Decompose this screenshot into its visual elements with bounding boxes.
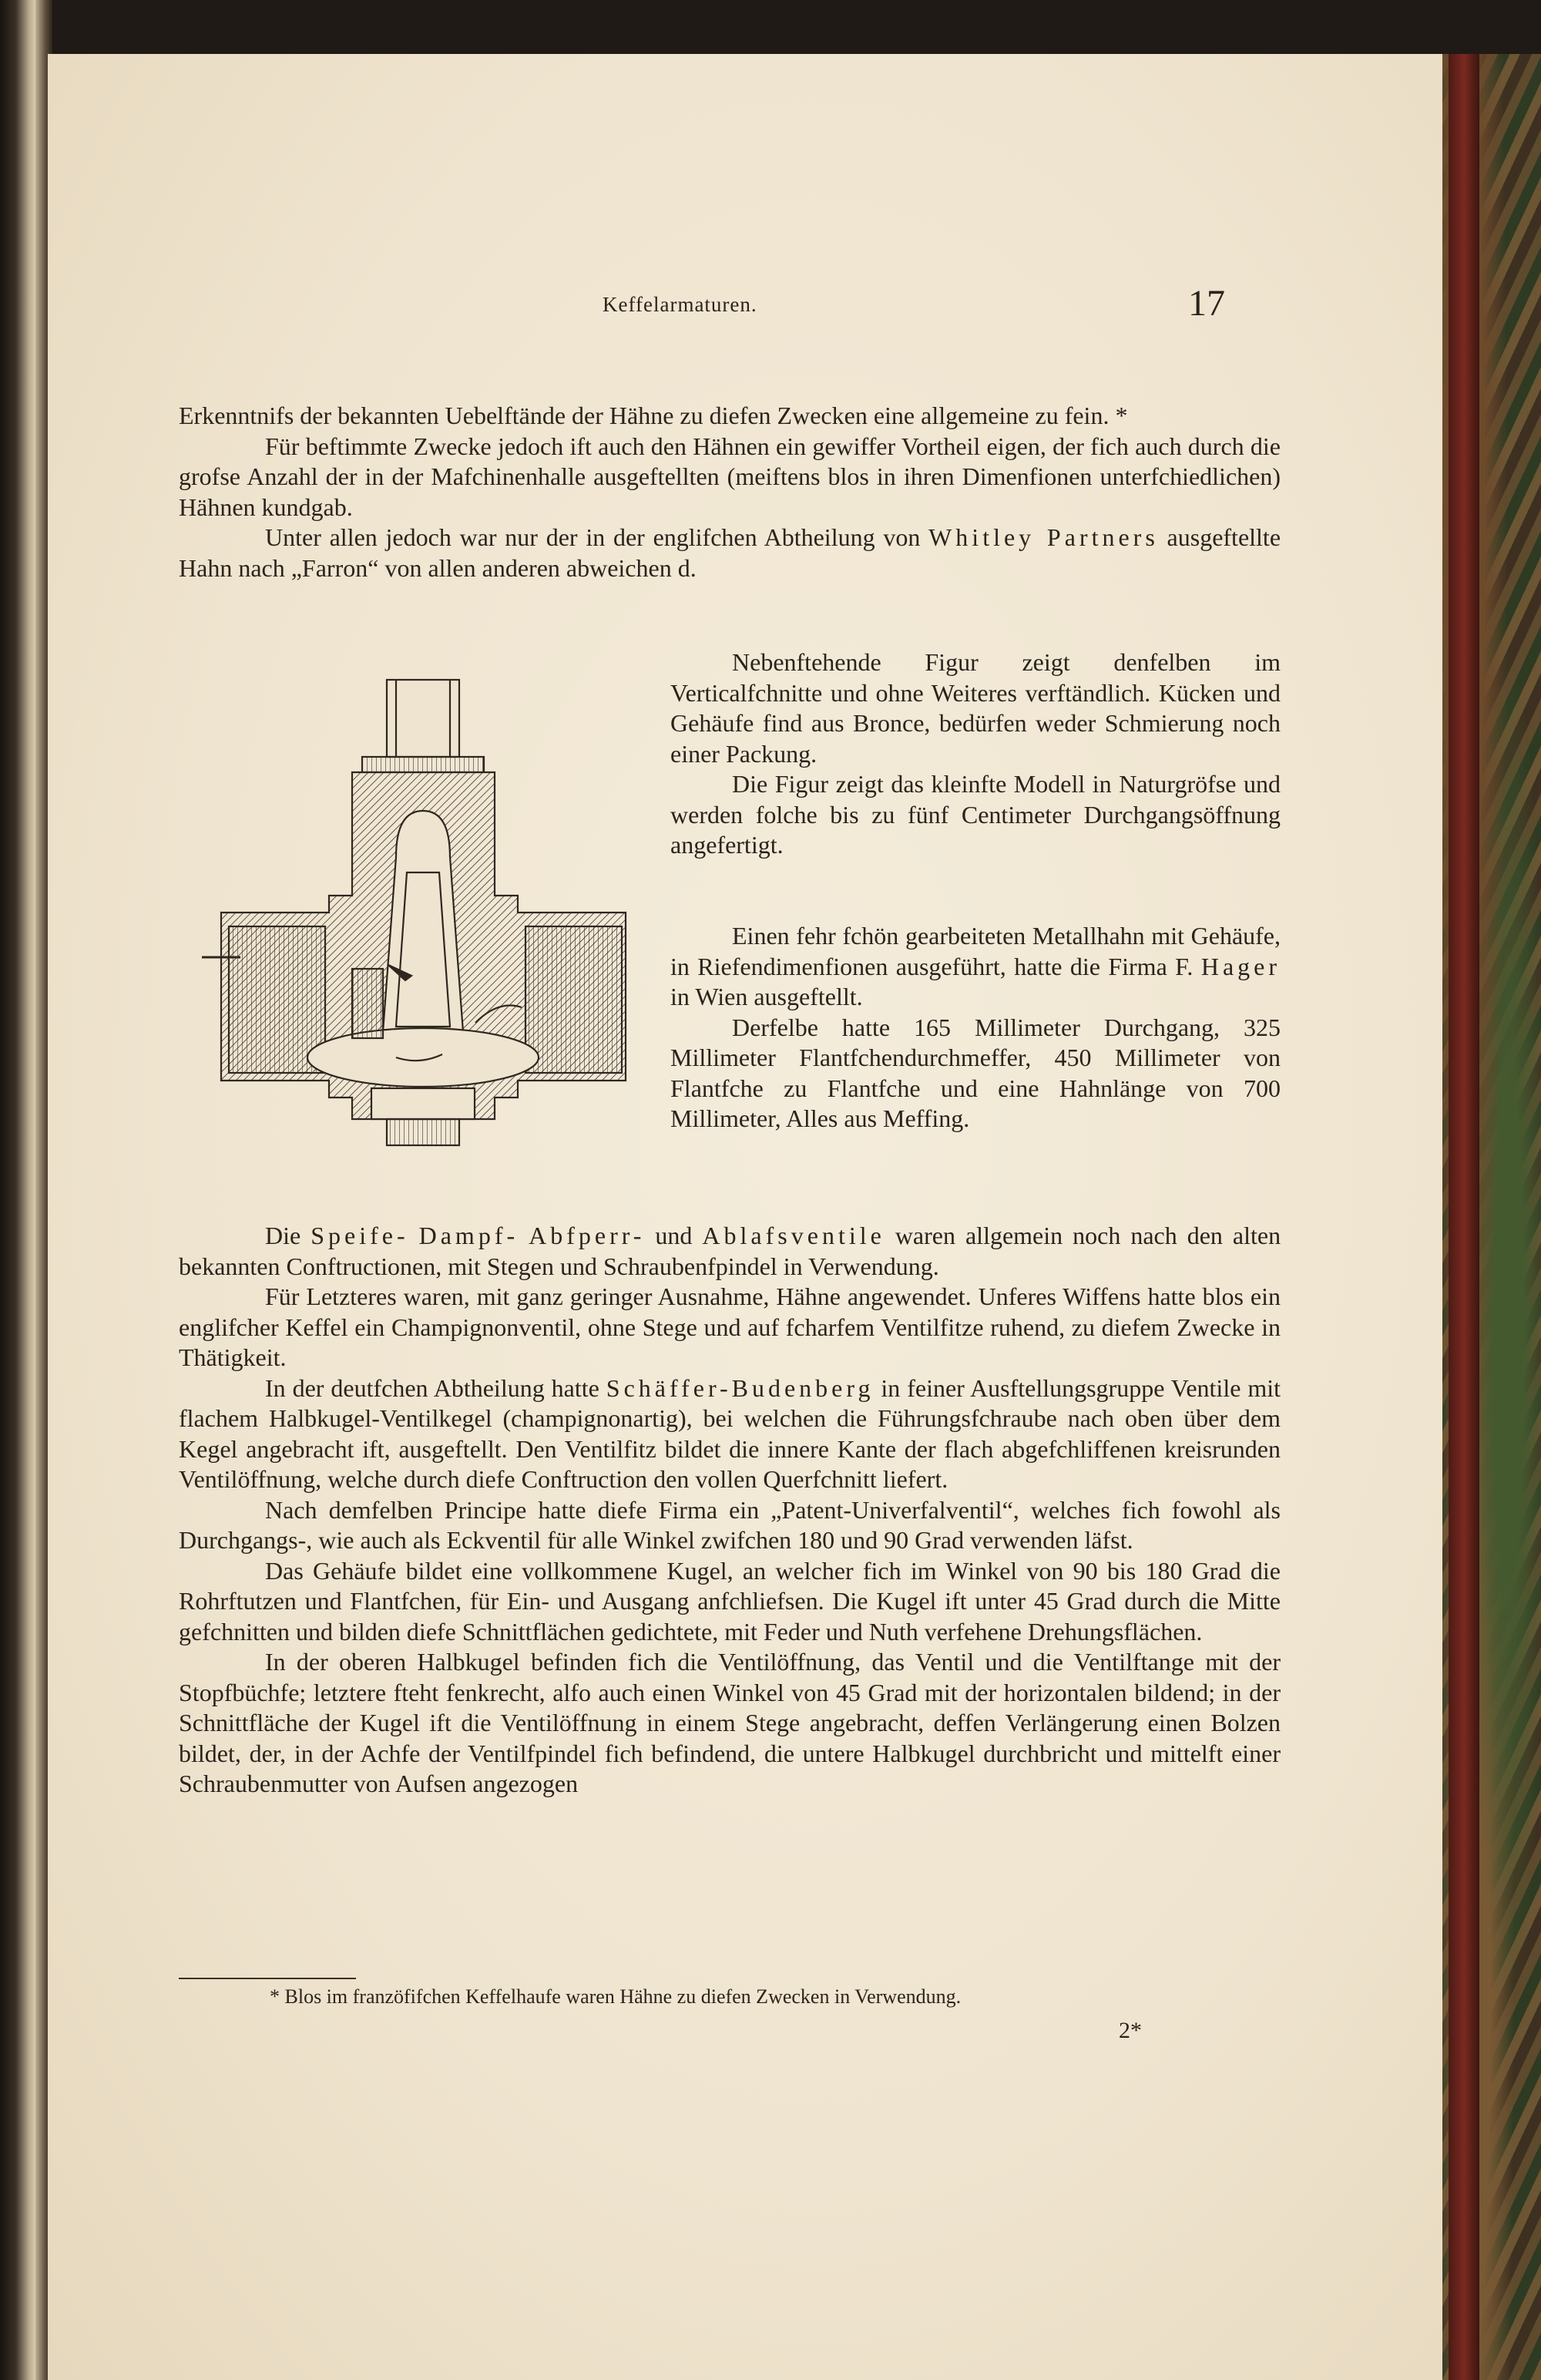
paragraph (179, 523, 1281, 583)
text-run: ausgeftellte Hahn nach „Farron“ von allen anderen abweichen d. (179, 523, 1281, 582)
term: Speife- (311, 1222, 409, 1249)
book-page (48, 54, 1442, 2380)
paragraph (670, 921, 1281, 1013)
paragraph: Die Figur zeigt das kleinfte Modell in Naturgröfse und werden folche bis zu fünf Centimeter Durchgangsöffnung angefertigt. (670, 770, 1281, 859)
paragraph (179, 1373, 1281, 1495)
text-run: in feiner Ausftellungsgruppe Ventile mit flachem Halbkugel-Ventilkegel (champignonartig), bei welchen die Führungsfchraube nach oben über dem Kegel angebracht ift, ausgeftellt. Den Ventilfitz bildet die innere Kante der flach abgefchliffenen kreisrunden Ventilöffnung, welche durch diefe Conftruction den vollen Querfchnitt liefert. (179, 1373, 1281, 1493)
paragraph: Für beftimmte Zwecke jedoch ift auch den Hähnen ein gewiffer Vortheil eigen, der fich auch durch die grofse Anzahl der in der Mafchinenhalle ausgeftellten (meiftens blos in ihren Dimenfionen unterfchiedlichen) Hähnen kundgab. (179, 432, 1281, 521)
left-page-edge (0, 0, 35, 2380)
text-run: In der deutfchen Abtheilung hatte (265, 1373, 599, 1402)
company-name: Schäffer-Budenberg (606, 1373, 875, 1402)
running-head: Keffelarmaturen. (603, 293, 757, 316)
text-run: in Wien ausgeftellt. (670, 983, 863, 1010)
term: Abfperr- (529, 1222, 646, 1249)
text-run: Einen fehr fchön gearbeiteten Metallhahn mit Gehäufe, in Riefendimenfionen ausgeführt, hatte die Firma F. (670, 922, 1281, 980)
term: Ablafsventile (702, 1222, 885, 1249)
right-column-text-1 (670, 647, 1281, 861)
paragraph: Nebenftehende Figur zeigt denfelben im Verticalfchnitte und ohne Weiteres verftändlich. Kücken und Gehäufe find aus Bronce, bedürfen weder Schmierung noch einer Packung. (670, 648, 1281, 768)
paragraph: Erkenntnifs der bekannten Uebelftände der Hähne zu diefen Zwecken eine allgemeine zu fein. * (179, 402, 1128, 429)
body-text-top (179, 401, 1281, 583)
text-run: waren allgemein noch nach den alten bekannten Conftructionen, mit Stegen und Schraubenfpindel in Verwendung. (179, 1222, 1281, 1280)
valve-cross-section-figure (186, 626, 649, 1150)
text-run: Unter allen jedoch war nur der in der englifchen Abtheilung von (265, 523, 921, 551)
text-run: Die (265, 1222, 301, 1249)
company-name: Whitley Partners (928, 523, 1159, 551)
red-binding-strip (1449, 54, 1479, 2380)
footnote-rule (179, 1978, 356, 1979)
body-text-bottom (179, 1221, 1281, 1800)
paragraph: In der oberen Halbkugel befinden fich die Ventilöffnung, das Ventil und die Ventilftange mit der Stopfbüchfe; letztere fteht fenkrecht, alfo auch einen Winkel von 45 Grad mit der horizontalen bildend; in der Schnittfläche der Kugel ift die Ventilöffnung in einem Stege angebracht, deffen Verlängerung einen Bolzen bildet, der, in der Achfe der Ventilfpindel fich befindend, die untere Halbkugel durchbricht und mittelft einer Schraubenmutter von Aufsen angezogen (179, 1648, 1281, 1797)
company-name: Hager (1200, 952, 1281, 980)
footnote: * Blos im franzöfifchen Keffelhaufe waren Hähne zu diefen Zwecken in Verwendung. (270, 1985, 962, 2008)
page-number: 17 (1188, 283, 1225, 324)
paragraph: Nach demfelben Principe hatte diefe Firma ein „Patent-Univerfalventil“, welches fich fowohl als Durchgangs-, wie auch als Eckventil für alle Winkel zwifchen 180 und 90 Grad verwenden läfst. (179, 1495, 1281, 1554)
paragraph: Für Letzteres waren, mit ganz geringer Ausnahme, Hähne angewendet. Unferes Wiffens hatte blos ein englifcher Keffel ein Champignonventil, ohne Stege und auf fcharfem Ventilfitze ruhend, zu diefem Zwecke in Thätigkeit. (179, 1282, 1281, 1371)
term: Dampf- (418, 1222, 519, 1249)
right-column-text-2 (670, 921, 1281, 1135)
signature-mark: 2* (1119, 2018, 1142, 2043)
paragraph: Derfelbe hatte 165 Millimeter Durchgang, 325 Millimeter Flantfchendurchmeffer, 450 Millimeter von Flantfche zu Flantfche und eine Hahnlänge von 700 Millimeter, Alles aus Meffing. (670, 1013, 1281, 1132)
paragraph (179, 1221, 1281, 1282)
text-run: und (655, 1222, 693, 1249)
paragraph: Das Gehäufe bildet eine vollkommene Kugel, an welcher fich im Winkel von 90 bis 180 Grad die Rohrftutzen und Flantfchen, für Ein- und Ausgang anfchliefsen. Die Kugel ift unter 45 Grad durch die Mitte gefchnitten und bilden diefe Schnittflächen gedichtete, mit Feder und Nuth verfehene Drehungsflächen. (179, 1556, 1281, 1645)
